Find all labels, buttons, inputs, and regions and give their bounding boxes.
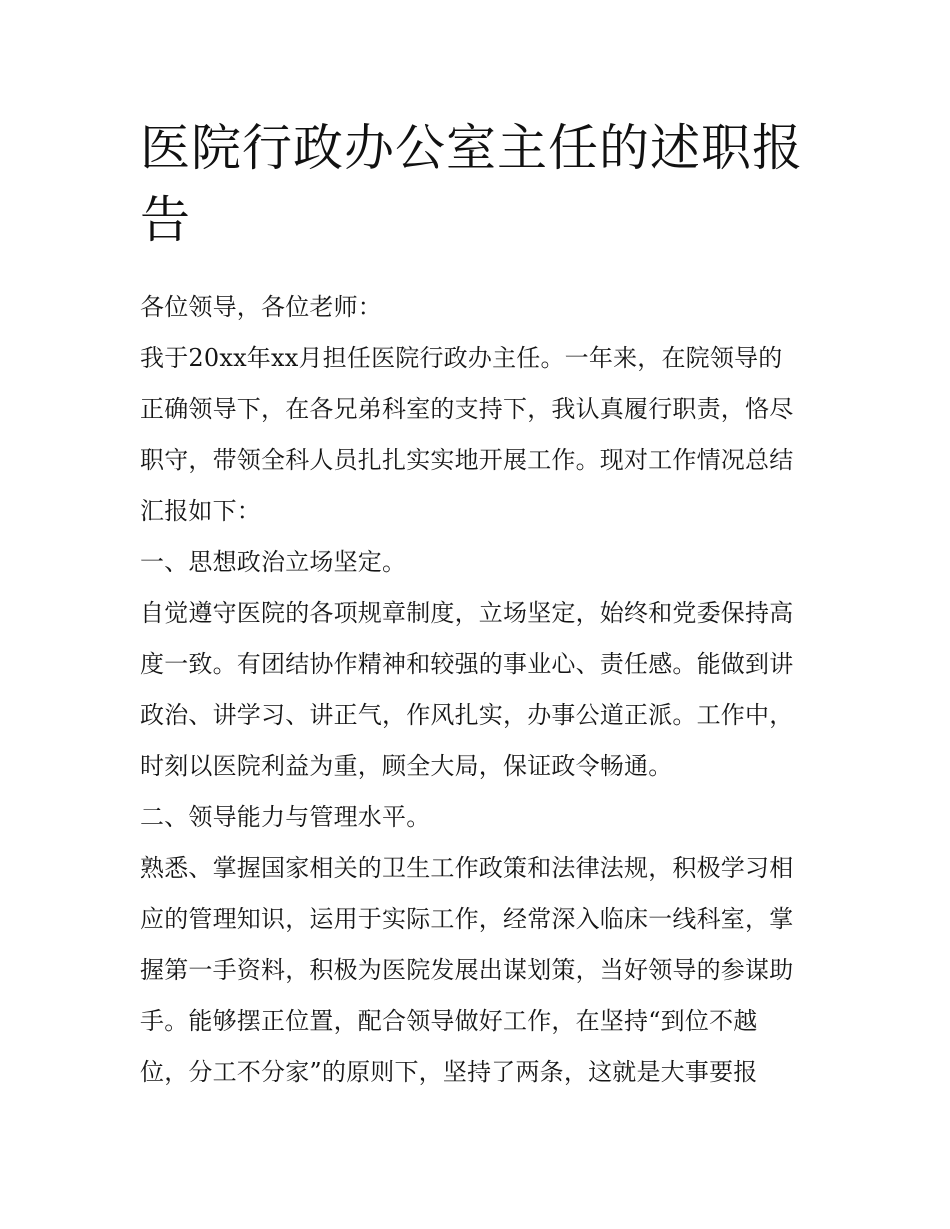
section-2-line-1: 熟悉、掌握国家相关的卫生工作政策和法律法规，积极学习相 bbox=[140, 854, 794, 882]
section-2-heading-line: 二、领导能力与管理水平。 bbox=[140, 803, 431, 831]
document-title bbox=[140, 112, 820, 256]
section-2-line-3: 握第一手资料，积极为医院发展出谋划策，当好领导的参谋助 bbox=[140, 956, 794, 984]
section-1-line-2: 度一致。有团结协作精神和较强的事业心、责任感。能做到讲 bbox=[140, 650, 794, 678]
section-2-line-4: 手。能够摆正位置，配合领导做好工作，在坚持“到位不越 bbox=[140, 1007, 758, 1035]
section-2-line-2: 应的管理知识，运用于实际工作，经常深入临床一线科室，掌 bbox=[140, 905, 794, 933]
intro-line-1: 我于20xx年xx月担任医院行政办主任。一年来，在院领导的 bbox=[140, 344, 783, 372]
section-2-line-5: 位，分工不分家”的原则下，坚持了两条，这就是大事要报 bbox=[140, 1058, 758, 1086]
intro-line-2: 正确领导下，在各兄弟科室的支持下，我认真履行职责，恪尽 bbox=[140, 395, 794, 423]
document-body bbox=[140, 282, 820, 1098]
intro-paragraph bbox=[140, 333, 820, 537]
intro-line-3: 职守，带领全科人员扎扎实实地开展工作。现对工作情况总结 bbox=[140, 446, 794, 474]
section-2-heading bbox=[140, 792, 820, 843]
title-line-2: 告 bbox=[140, 191, 191, 249]
section-1-heading-line: 一、思想政治立场坚定。 bbox=[140, 548, 407, 576]
section-2-paragraph bbox=[140, 843, 820, 1098]
section-1-heading bbox=[140, 537, 820, 588]
section-1-line-4: 时刻以医院利益为重，顾全大局，保证政令畅通。 bbox=[140, 752, 673, 780]
section-1-paragraph bbox=[140, 588, 820, 792]
section-1-line-3: 政治、讲学习、讲正气，作风扎实，办事公道正派。工作中， bbox=[140, 701, 794, 729]
section-1-line-1: 自觉遵守医院的各项规章制度，立场坚定，始终和党委保持高 bbox=[140, 599, 794, 627]
title-line-1: 医院行政办公室主任的述职报 bbox=[140, 119, 803, 177]
greeting bbox=[140, 282, 820, 333]
intro-line-4: 汇报如下： bbox=[140, 497, 261, 525]
greeting-line: 各位领导，各位老师： bbox=[140, 293, 382, 321]
